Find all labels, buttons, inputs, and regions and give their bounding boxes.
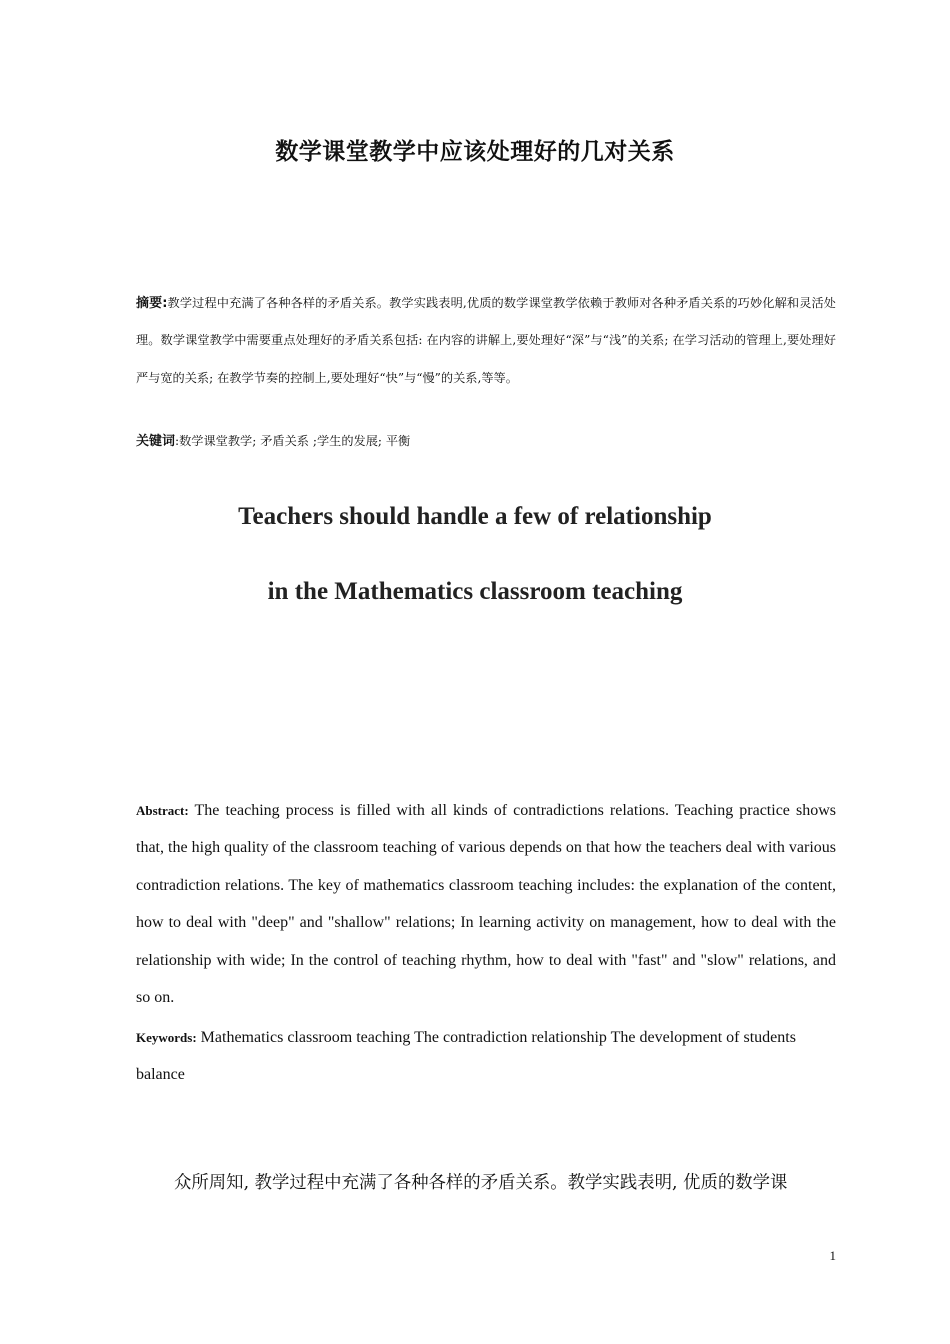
english-title-line2: in the Mathematics classroom teaching [267, 578, 683, 605]
english-abstract-label: Abstract: [136, 803, 189, 818]
page-number: 1 [829, 1248, 836, 1263]
english-title-line1: Teachers should handle a few of relationship [238, 503, 712, 530]
chinese-keywords [136, 431, 836, 452]
chinese-title: 数学课堂教学中应该处理好的几对关系 [275, 139, 675, 165]
chinese-abstract [136, 285, 836, 397]
chinese-keywords-label: 关键词 [136, 434, 176, 449]
chinese-abstract-label: 摘要: [136, 296, 168, 311]
chinese-abstract-text: 教学过程中充满了各种各样的矛盾关系。教学实践表明,优质的数学课堂教学依赖于教师对各种矛盾关系的巧妙化解和灵活处理。数学课堂教学中需要重点处理好的矛盾关系包括: 在内容的讲解上,要处理好“深”与“浅”的关系; 在学习活动的管理上,要处理好严与宽的关系; 在教学节奏的控制上,要处理好“快”与“慢”的关系,等等。 [136, 296, 836, 385]
english-keywords-text: Mathematics classroom teaching The contradiction relationship The development of students balance [136, 1029, 796, 1084]
english-abstract [136, 792, 836, 1016]
chinese-keywords-text: :数学课堂教学; 矛盾关系 ;学生的发展; 平衡 [175, 434, 411, 448]
english-keywords-label: Keywords: [136, 1030, 197, 1045]
english-keywords [136, 1019, 836, 1094]
english-abstract-text: The teaching process is filled with all kinds of contradictions relations. Teaching practice shows that, the high quality of the classroom teaching of various depends on that how the teachers deal with various contradiction relations. The key of mathematics classroom teaching includes: the explanation of the content, how to deal with "deep" and "shallow" relations; In learning activity on management, how to deal with the relationship with wide; In the control of teaching rhythm, how to deal with "fast" and "slow" relations, and so on. [136, 802, 836, 1007]
body-paragraph: 众所周知, 教学过程中充满了各种各样的矛盾关系。教学实践表明, 优质的数学课 [174, 1173, 788, 1193]
